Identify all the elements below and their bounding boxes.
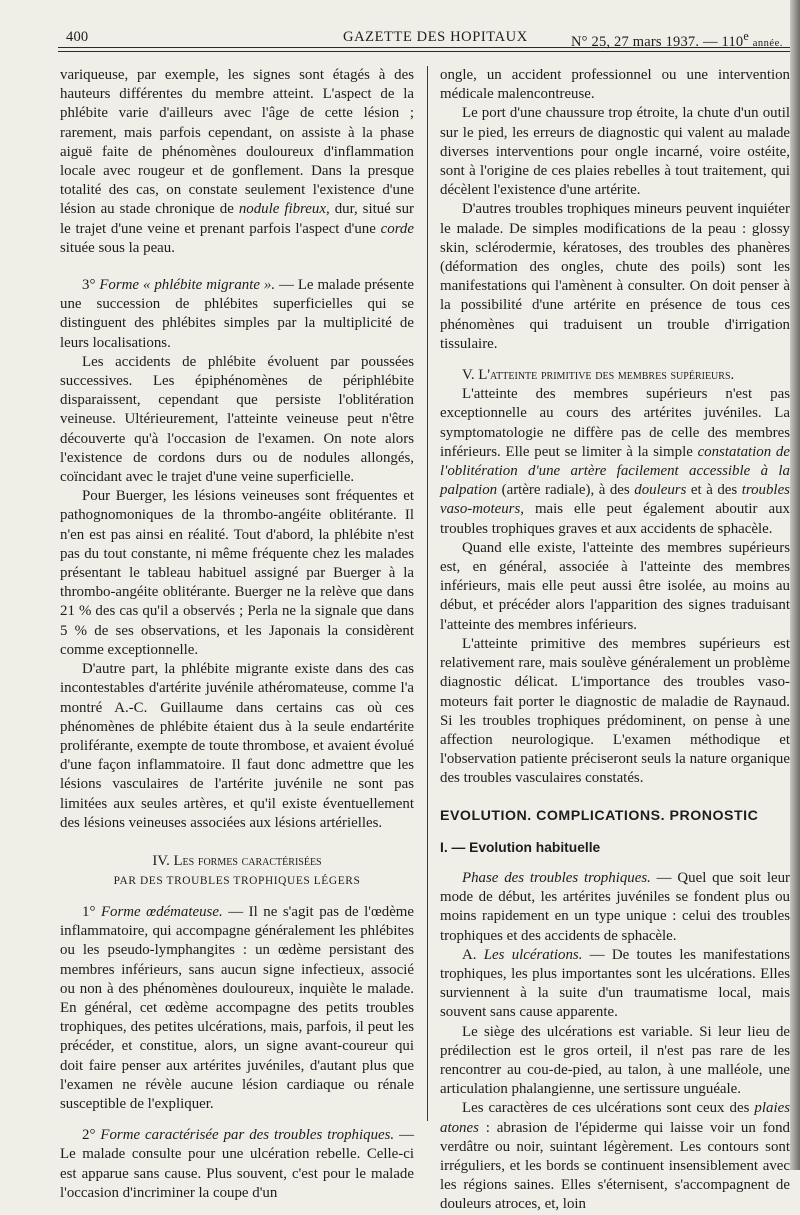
header-rule [58, 47, 790, 48]
subsection-troubles-trophiques: 2° Forme caractérisée par des troubles trophiques. — Le malade consulte pour une ulcération rebelle. Celle-ci est apparue sans cause. Plus souvent, c'est pour le malade l'occasion d'incriminer la coupe d'un [60, 1127, 414, 1201]
paragraph: ongle, un accident professionnel ou une intervention médicale malencontreuse. [440, 67, 790, 103]
issue-info: N° 25, 27 mars 1937. — 110e année. [571, 29, 783, 50]
paragraph: A. Les ulcérations. — De toutes les manifestations trophiques, les plus importantes sont les ulcérations. Elles surviennent à la suite d'un traumatisme local, mais souvent sans cause apparente. [440, 946, 790, 1021]
paragraph: L'atteinte des membres supérieurs n'est pas exceptionnelle au cours des artérites juvéniles. La symptomatologie ne diffère pas de celle des membres inférieurs. Elle peut se limiter à la simple constatation de l'oblitération d'une artère facilement accessible à la palpation (artère radiale), à des douleurs et à des troubles vaso-moteurs, mais elle peut également aboutir aux troubles trophiques graves et aux accidents de sphacèle. [440, 386, 790, 537]
paragraph: D'autre part, la phlébite migrante existe dans des cas incontestables d'artérite juvénile athéromateuse, comme l'a montré A.-C. Guillaume dans certains cas où ces phénomènes de phlébite étaient dus à la seule endartérite proliférante, exempte de toute thrombose, et avaient évolué d'une façon inflammatoire. Il faut donc admettre que les lésions vasculaires de l'artérite juvénile ne sont pas limitées aux seules artères, et qu'il existe éventuellement des lésions veineuses associées aux lésions artérielles. [60, 661, 414, 831]
left-column [60, 66, 414, 1203]
paragraph: Phase des troubles trophiques. — Quel que soit leur mode de début, les artérites juvéniles se fondent plus ou moins rapidement en un type unique : celui des troubles trophiques et des accidents de sphacèle. [440, 869, 790, 944]
column-divider [427, 66, 428, 1121]
paragraph: Les accidents de phlébite évoluent par poussées successives. Les épiphénomènes de périphlébite disparaissent, cependant que persiste l'oblitération veineuse. Ultérieurement, l'atteinte veineuse peut n'être découverte qu'à l'occasion de l'examen. On note alors l'existence de cordons durs ou de nodules allongés, coïncidant avec le trajet d'une veine superficielle. [60, 353, 414, 486]
paragraph: Quand elle existe, l'atteinte des membres supérieurs est, en général, associée à l'atteinte des membres inférieurs, mais elle peut aussi être isolée, au moins au début, et précéder alors l'apparition des signes traduisant l'atteinte des membres inférieurs. [440, 539, 790, 633]
right-column [440, 66, 790, 1215]
running-header [58, 26, 790, 48]
paragraph: D'autres troubles trophiques mineurs peuvent inquiéter le malade. De simples modifications de la peau : glossy skin, sclérodermie, kératoses, des troubles des phanères (déformation des ongles, chute des poils) sont les manifestations qui l'amènent à consulter. On doit penser à la possibilité d'une artérite en présence de tous ces phénomènes qui traduisent un trouble d'irrigation tissulaire. [440, 201, 790, 352]
section-title-evolution: EVOLUTION. COMPLICATIONS. PRONOSTIC [440, 807, 759, 824]
paragraph: L'atteinte primitive des membres supérieurs est relativement rare, mais soulève généralement un problème diagnostic délicat. L'importance des troubles vaso-moteurs fait porter le diagnostic de maladie de Raynaud. Si les troubles trophiques prédominent, on pense à une affection neurologique. L'examen méthodique et l'observation patiente préciseront seuls la nature organique des troubles vasculaires constatés. [440, 635, 790, 787]
section-heading-v: V. L'atteinte primitive des membres supérieurs. [462, 367, 735, 384]
subsection-forme-oedemateuse: 1° Forme œdémateuse. — Il ne s'agit pas de l'œdème inflammatoire, qui accompagne généralement les phlébites ou les pseudo-lymphangites : un œdème persistant des membres inférieurs, sans aucun signe infectieux, associé ou non à des phénomènes douloureux, inquiète le malade. En général, cet œdème accompagne des petits troubles trophiques, des petites ulcérations, mais, parfois, il peut les précéder, et constitue, alors, un signe avant-coureur qui doit faire penser aux artérites juvéniles, d'autant plus que l'examen ne révèle aucune lésion cardiaque ou rénale susceptible de l'expliquer. [60, 903, 414, 1112]
page-number: 400 [66, 29, 89, 45]
paragraph: variqueuse, par exemple, les signes sont étagés à des hauteurs différentes du membre atteint. L'aspect de la phlébite varie d'ailleurs avec l'âge de cette lésion ; rarement, mais parfois cependant, on assiste à la phase aiguë faite de phénomènes douloureux d'inflammation locale avec rougeur et de gonflement. Dans la presque totalité des cas, on constate seulement l'existence d'une lésion au stade chronique de nodule fibreux, dur, situé sur le trajet d'une veine et prenant parfois l'aspect d'une corde située sous la peau. [60, 67, 414, 256]
paragraph: Le port d'une chaussure trop étroite, la chute d'un outil sur le pied, les erreurs de diagnostic qui valent au malade diverses interventions pour ongle incarné, voire ostéite, sont à l'origine de ces plaies rebelles à tout traitement, qui décèlent l'existence d'une artérite. [440, 105, 790, 199]
section-heading-iv: IV. Les formes caractérisées PAR DES TROUBLES TROPHIQUES LÉGERS [113, 852, 361, 887]
subsection-phlebite-migrante: 3° Forme « phlébite migrante ». — Le malade présente une succession de phlébites superficielles qui se distinguent des phlébites simples par la multiplicité de leurs localisations. [60, 277, 415, 351]
paragraph: Le siège des ulcérations est variable. Si leur lieu de prédilection est le gros orteil, il n'est pas rare de les rencontrer au cou-de-pied, au talon, à une malléole, une articulation phalangienne, une sertissure unguéale. [440, 1023, 790, 1098]
header-rule-thin [58, 51, 790, 52]
paragraph: Pour Buerger, les lésions veineuses sont fréquentes et pathognomoniques de la thrombo-angéite oblitérante. Il n'en est pas ainsi en réalité. Tout d'abord, la phlébite n'est pas du tout constante, ni même fréquente chez les malades présentant le tableau habituel assigné par Buerger à la thrombo-angéite oblitérante. Buerger ne la relève que dans 21 % des cas qu'il a observés ; Perla ne la signale que dans 5 % de ses observations, et les Japonais la considèrent comme exceptionnelle. [60, 488, 414, 658]
journal-title: GAZETTE DES HOPITAUX [343, 29, 528, 45]
subsection-title-evolution-habituelle: I. — Evolution habituelle [440, 839, 601, 855]
paragraph: Les caractères de ces ulcérations sont ceux des plaies atones : abrasion de l'épiderme qui laisse voir un fond verdâtre ou noir, suintant légèrement. Les contours sont irréguliers, et les bords se continuent insensiblement avec les régions saines. Elles s'éternisent, s'accompagnent de douleurs atroces, et, loin [440, 1100, 790, 1213]
page-edge-shadow [790, 0, 800, 1170]
